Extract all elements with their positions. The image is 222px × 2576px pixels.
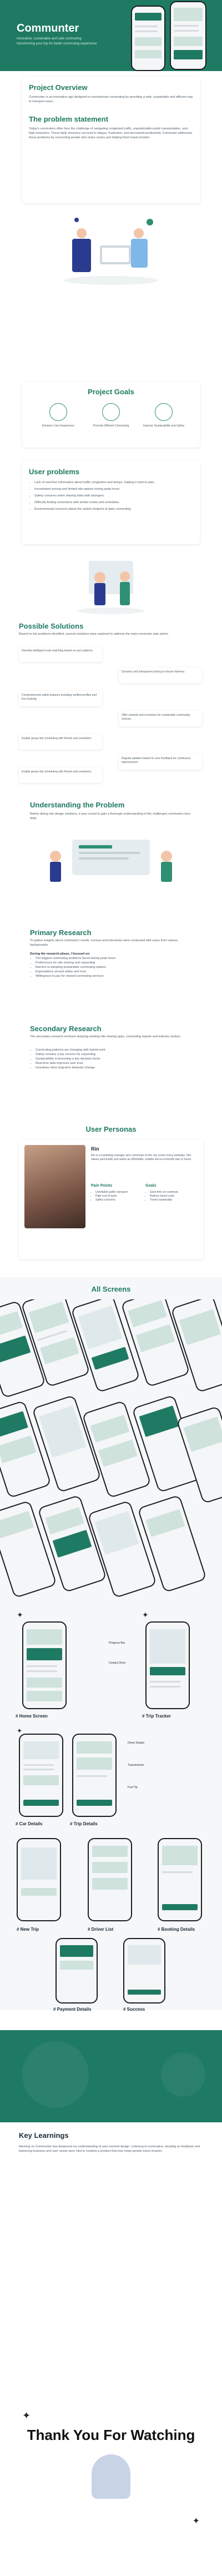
screens-collage [0, 1299, 222, 1610]
solutions-intro: Based on the problems identified, several solutions were explored to address the main commuter pain points. [19, 632, 169, 636]
sparkle-icon: ✦ [17, 1610, 23, 1619]
persona-pain: • High cost of taxis [95, 1194, 145, 1198]
understanding-heading: Understanding the Problem [30, 801, 125, 809]
solution-card: Comprehensive safety features including verified profiles and live tracking. [19, 691, 102, 706]
learnings-text: Working on Communter has deepened my understanding of user-centred design. Listening to commuters, iterating on feedback and balancing business and user needs were vital to creating a product that truly helps people travel smarter. [19, 2145, 200, 2153]
understanding-text: Before diving into design solutions, it was crucial to gain a thorough understanding of the challenges commuters face daily. [30, 812, 190, 820]
goals-card [22, 382, 200, 448]
trip-details-phone [72, 1734, 117, 1817]
thanks-section [0, 2404, 222, 2576]
goal-item [139, 403, 189, 428]
home-screen-label: # Home Screen [16, 1714, 48, 1719]
goal-label: Improve Sustainability and Safety [143, 424, 185, 428]
problem-heading: The problem statement [29, 115, 109, 123]
overview-illustration [61, 211, 161, 289]
new-trip-phone [17, 1838, 61, 1921]
payment-phone [56, 1938, 98, 2003]
goals-heading: Project Goals [88, 388, 134, 396]
persona-goals-heading: Goals [145, 1184, 157, 1188]
success-label: # Success [123, 2007, 145, 2012]
persona-card [19, 1139, 203, 1259]
sparkle-icon: ✦ [142, 1610, 149, 1619]
solution-card: Enable group ride scheduling with friends and coworkers. [19, 734, 102, 750]
primary-item: • The biggest commuting problems faced during peak hours [36, 956, 202, 961]
transmission-callout: Transmission [128, 1764, 144, 1767]
problem-item: • Lack of real-time information about traffic congestion and delays, making it hard to plan. [34, 480, 193, 485]
user-problems-section [0, 461, 222, 627]
goal-item [86, 403, 136, 428]
goal-icon [155, 403, 173, 421]
trip-tracker-label: # Trip Tracker [142, 1714, 171, 1719]
goals-section [0, 382, 222, 453]
solution-card: Dynamic and transparent pricing to ensure fairness. [119, 667, 202, 683]
secondary-item: • Real-time data improves user trust [36, 1061, 202, 1066]
trip-details-label: # Trip Details [70, 1821, 98, 1826]
persona-pain: • Safety concerns [95, 1198, 145, 1202]
driver-list-label: # Driver List [88, 1927, 114, 1932]
persona-pain: • Unreliable public transport [95, 1191, 145, 1194]
persona-photo [24, 1145, 85, 1228]
solutions-heading: Possible Solutions [19, 622, 84, 630]
overview-card [22, 77, 200, 203]
secondary-intro: The secondary research involved studying existing ride sharing apps, commuting reports and industry studies. [30, 1035, 181, 1038]
problem-item: • Safety concerns when sharing rides with strangers. [34, 494, 193, 498]
solution-card: Regular updates based on user feedback for continuous improvement. [119, 754, 202, 770]
persona-pain-heading: Pain Points [91, 1184, 113, 1188]
contact-drive-callout: Contact Drive [109, 1661, 126, 1665]
secondary-research-section [0, 1025, 222, 1124]
persona-goal: • Save time on commute [150, 1191, 200, 1194]
learnings-section [0, 2131, 222, 2198]
sparkle-icon: ✦ [17, 1727, 23, 1735]
praying-hands-icon [92, 2454, 130, 2499]
overview-heading: Project Overview [29, 83, 88, 92]
booking-details-phone [158, 1838, 202, 1921]
solution-card: Offer rewards and incentives for sustainable commuting choices. [119, 711, 202, 726]
screens-section [0, 1277, 222, 2010]
green-banner [0, 2030, 222, 2122]
screens-heading: All Screens [91, 1285, 131, 1293]
success-phone [123, 1938, 165, 2003]
hero-section [0, 0, 222, 71]
secondary-item: • Safety remains a top concern for carpooling [36, 1052, 202, 1057]
problem-item: • Difficulty finding commuters with similar routes and schedules. [34, 500, 193, 505]
goal-item [33, 403, 83, 428]
persona-section [0, 1125, 222, 1275]
primary-heading: Primary Research [30, 928, 92, 937]
driver-details-callout: Driver Details [128, 1741, 145, 1745]
persona-goal: • Reduce travel costs [150, 1194, 200, 1198]
primary-item: • Barriers to adopting sustainable commuting options [36, 965, 202, 970]
new-trip-label: # New Trip [17, 1927, 39, 1932]
problem-item: • Environmental concerns about the carbon footprint of daily commuting. [34, 507, 193, 511]
secondary-item: • Incentives drive long-term behavior change [36, 1066, 202, 1070]
driver-list-phone [88, 1838, 132, 1921]
solution-card: Develop intelligent route matching based on user patterns. [19, 646, 102, 662]
problems-illustration [72, 550, 150, 616]
primary-item: • Willingness to pay for shared commuting services [36, 974, 202, 978]
goal-icon [102, 403, 120, 421]
persona-bio: Rin is a marketing manager who commutes to the city centre every weekday. She values punctuality and wants an affordable, reliable and eco-friendly way to travel. [91, 1154, 192, 1161]
primary-research-section [0, 928, 222, 1028]
solutions-section [0, 622, 222, 811]
car-details-label: # Car Details [16, 1821, 43, 1826]
secondary-item: • Commuting patterns are changing with hybrid work [36, 1048, 202, 1052]
problem-text: Today's commuters often face the challenge of navigating congested traffic, unpredictable public transportation, and high emissions. These daily stressors can lead to fatigue, frustration, and decreased productivity. Commuter addresses these problems by connecting people who share routes and helping them travel smarter. [29, 127, 193, 139]
booking-details-label: # Booking Details [158, 1927, 195, 1932]
persona-goal: • Travel sustainably [150, 1198, 200, 1202]
goal-label: Enhance User Experience [42, 424, 75, 428]
primary-item: • Expectations around safety and trust [36, 970, 202, 974]
hero-phone-right [170, 1, 206, 70]
primary-item: • Preferences for ride sharing and carpooling [36, 961, 202, 965]
understanding-illustration [28, 834, 194, 884]
hero-subtitle: Innovative, sustainable and safe commuting transforming your trip for better commuting experience [17, 37, 97, 46]
user-problems-heading: User problems [29, 468, 80, 476]
thanks-title: Thank You For Watching [27, 2427, 195, 2443]
understanding-section [0, 801, 222, 890]
payment-label: # Payment Details [53, 2007, 92, 2012]
primary-questions-heading: During the research phase, I focused on: [30, 952, 90, 956]
fuel-tip-callout: Fuel Tip [128, 1786, 138, 1789]
user-problems-card [22, 461, 200, 544]
sparkle-icon: ✦ [192, 2517, 200, 2526]
car-details-phone [19, 1734, 63, 1817]
secondary-heading: Secondary Research [30, 1025, 102, 1033]
persona-heading: User Personas [85, 1125, 137, 1133]
hero-phone-left [131, 6, 165, 71]
overview-text: Communter is an innovative app designed to revolutionize commuting by providing a safe, sustainable and efficient way to transport users. [29, 96, 193, 103]
hero-title: Communter [17, 22, 79, 34]
solution-card: Enable group ride scheduling with friends and coworkers. [19, 767, 102, 783]
progress-bar-callout: Progress Bar [109, 1641, 125, 1645]
learnings-heading: Key Learnings [19, 2131, 69, 2140]
trip-tracker-phone [145, 1621, 190, 1709]
home-screen-phone [22, 1621, 67, 1709]
secondary-item: • Sustainability is becoming a key decision factor [36, 1057, 202, 1061]
goal-label: Promote Efficient Commuting [93, 424, 129, 428]
sparkle-icon: ✦ [22, 2410, 31, 2421]
overview-section [0, 77, 222, 299]
goal-icon [49, 403, 67, 421]
problem-item: • Inconsistent pricing and limited ride options during peak hours. [34, 487, 193, 491]
primary-intro: To gather insights about commuters' needs, surveys and interviews were conducted with users from various backgrounds. [30, 939, 178, 947]
persona-name: Rin [91, 1146, 99, 1152]
